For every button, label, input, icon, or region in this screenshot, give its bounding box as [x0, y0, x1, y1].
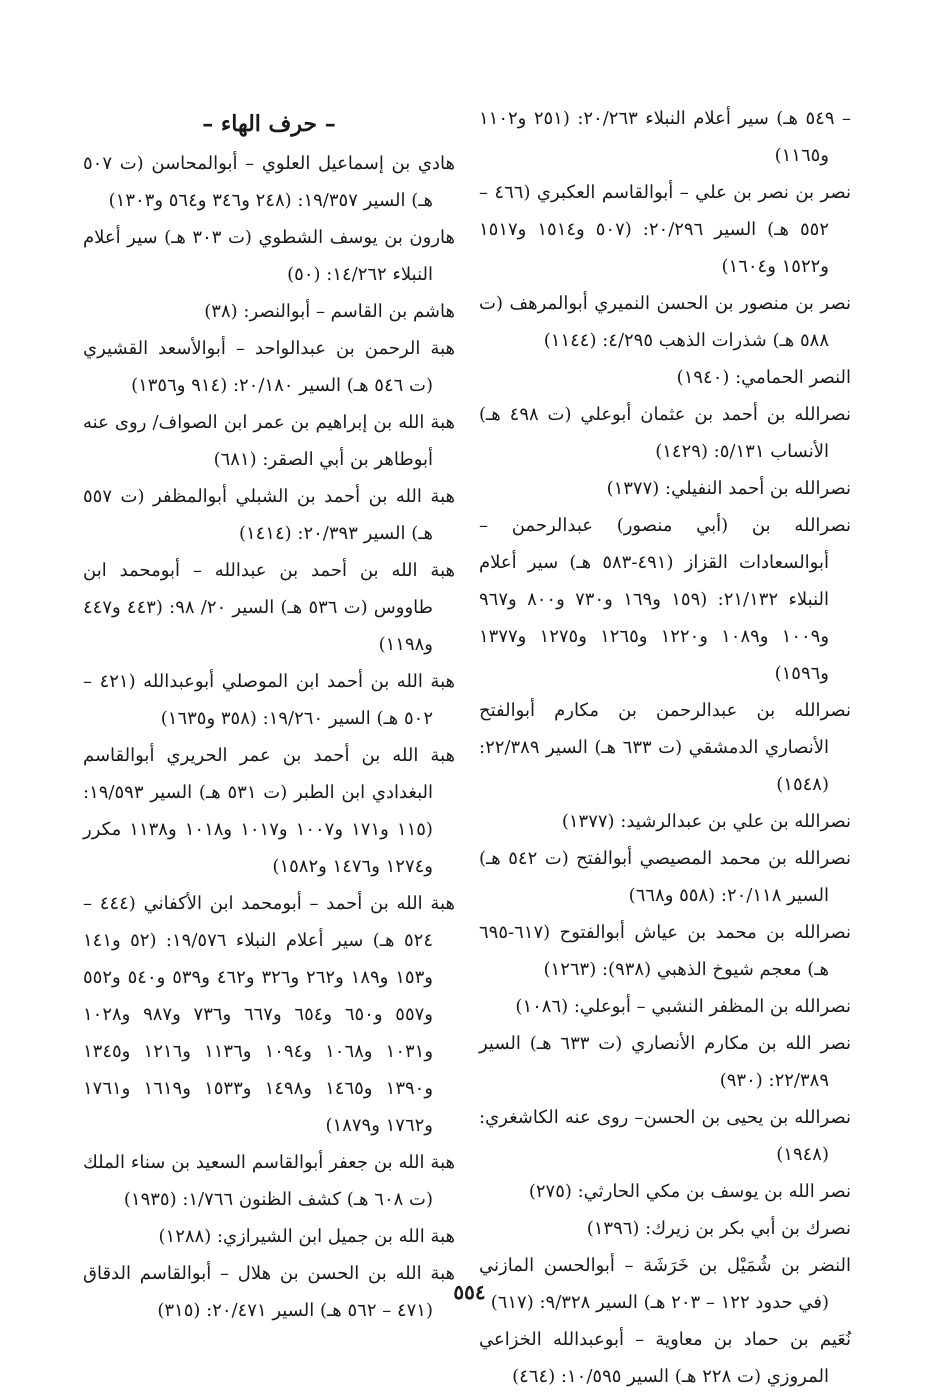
index-entry: نصر بن منصور بن الحسن النميري أبوالمرهف (ت ٥٨٨ هـ) شذرات الذهب ٤/٢٩٥: (١١٤٤): [479, 293, 851, 351]
index-entry: نصرالله بن المظفر النشبي – أبوعلي: (١٠٨٦): [515, 996, 851, 1017]
index-entry: نصر الله بن يوسف بن مكي الحارثي: (٢٧٥): [528, 1181, 851, 1202]
index-entry: نصرك بن أبي بكر بن زيرك: (١٣٩٦): [586, 1218, 851, 1239]
index-entry: هبة الله بن أحمد بن عمر الحريري أبوالقاسم البغدادي ابن الطبر (ت ٥٣١ هـ) السير ١٩/٥٩٣: (١١٥ و١٧١ و١٠٠٧ و١٠١٧ و١٠١٨ و١١٣٨ مكرر و١٢٧٤ و١٤٧٦ و١٥٨٢): [83, 745, 455, 877]
index-entry: – ٥٤٩ هـ) سير أعلام النبلاء ٢٠/٢٦٣: (٢٥١ و١١٠٢ و١١٦٥): [479, 108, 851, 166]
index-entry: نصرالله بن محمد المصيصي أبوالفتح (ت ٥٤٢ هـ) السير ٢٠/١١٨: (٥٥٨ و٦٦٨): [479, 848, 851, 906]
section-heading: – حرف الهاء –: [202, 111, 336, 137]
index-entry: هبة الله بن جعفر أبوالقاسم السعيد بن سناء الملك (ت ٦٠٨ هـ) كشف الظنون ١/٧٦٦: (١٩٣٥): [83, 1152, 455, 1210]
index-entry: هبة الرحمن بن عبدالواحد – أبوالأسعد القشيري (ت ٥٤٦ هـ) السير ٢٠/١٨٠: (٩١٤ و١٣٥٦): [83, 338, 455, 396]
index-entry: هبة الله بن أحمد ابن الموصلي أبوعبدالله (٤٢١ – ٥٠٢ هـ) السير ١٩/٢٦٠: (٣٥٨ و١٦٣٥): [83, 671, 455, 729]
index-entry: النصر الحمامي: (١٩٤٠): [676, 367, 851, 388]
index-entry: نصرالله بن علي بن عبدالرشيد: (١٣٧٧): [561, 811, 851, 832]
index-entry: نصرالله بن عبدالرحمن بن مكارم أبوالفتح الأنصاري الدمشقي (ت ٦٣٣ هـ) السير ٢٢/٣٨٩: (١٥٤٨): [479, 700, 851, 795]
index-entry: هبة الله بن أحمد – أبومحمد ابن الأكفاني (٤٤٤ – ٥٢٤ هـ) سير أعلام النبلاء ١٩/٥٧٦: (٥٢ و١٤١ و١٥٣ و١٨٩ و٢٦٢ و٣٢٦ و٤٦٢ و٥٣٩ و٥٤٠ و٥٥٢ و٥٥٧ و٦٥٠ و٦٥٤ و٦٦٧ و٧٣٦ و٩٨٧ و١٠٢٨ و١٠٣١ و١٠٦٨ و١٠٩٤ و١١٣٦ و١٢١٦ و١٣٤٥ و١٣٩٠ و١٤٦٥ و١٤٩٨ و١٥٣٣ و١٦١٩ و١٧٦١ و١٧٦٢ و١٨٧٩): [83, 893, 455, 1136]
index-entry: نصرالله بن أحمد بن عثمان أبوعلي (ت ٤٩٨ هـ) الأنساب ٥/١٣١: (١٤٢٩): [479, 404, 851, 462]
index-entry: نصر بن نصر بن علي – أبوالقاسم العكبري (٤٦٦ – ٥٥٢ هـ) السير ٢٠/٢٩٦: (٥٠٧ و١٥١٤ و١٥١٧ و١٥٢٢ و١٦٠٤): [479, 182, 851, 277]
index-entry: نصرالله بن أحمد النفيلي: (١٣٧٧): [606, 478, 851, 499]
index-entry: هادي بن إسماعيل العلوي – أبوالمحاسن (ت ٥٠٧ هـ) السير ١٩/٣٥٧: (٢٤٨ و٣٤٦ و٥٦٤ و١٣٠٣): [83, 153, 455, 211]
index-entry: هارون بن يوسف الشطوي (ت ٣٠٣ هـ) سير أعلام النبلاء ١٤/٢٦٢: (٥٠): [83, 227, 455, 285]
index-entry: هبة الله بن الحسن بن هلال – أبوالقاسم الدقاق (٤٧١ – ٥٦٢ هـ) السير ٢٠/٤٧١: (٣١٥): [83, 1263, 455, 1321]
page-number: ٥٥٤: [453, 1280, 486, 1304]
index-entry: نُعَيم بن حماد بن معاوية – أبوعبدالله الخزاعي المروزي (ت ٢٢٨ هـ) السير ١٠/٥٩٥: (٤٦٤): [479, 1329, 851, 1387]
index-entry: نصرالله بن يحيى بن الحسن– روى عنه الكاشغري: (١٩٤٨): [479, 1107, 851, 1165]
index-entry: هاشم بن القاسم – أبوالنصر: (٣٨): [204, 301, 455, 322]
index-entry: هبة الله بن إبراهيم بن عمر ابن الصواف/ روى عنه أبوطاهر بن أبي الصقر: (٦٨١): [83, 412, 455, 470]
index-entry: هبة الله بن أحمد بن الشبلي أبوالمظفر (ت ٥٥٧ هـ) السير ٢٠/٣٩٣: (١٤١٤): [83, 486, 455, 544]
index-entry: نصر الله بن مكارم الأنصاري (ت ٦٣٣ هـ) السير ٢٢/٣٨٩: (٩٣٠): [479, 1033, 851, 1091]
index-entry: نصرالله بن محمد بن عياش أبوالفتوح (٦١٧-٦٩٥ هـ) معجم شيوخ الذهبي (٩٣٨): (١٢٦٣): [479, 922, 851, 980]
index-entry: النضر بن شُمَيْل بن خَرَشَة – أبوالحسن المازني (في حدود ١٢٢ – ٢٠٣ هـ) السير ٩/٣٢٨: (٦١٧): [479, 1255, 851, 1313]
right-column: [479, 100, 851, 1395]
index-entry: هبة الله بن جميل ابن الشيرازي: (١٢٨٨): [158, 1226, 455, 1247]
left-column: [83, 100, 455, 1329]
index-entry: هبة الله بن أحمد بن عبدالله – أبومحمد ابن طاووس (ت ٥٣٦ هـ) السير ٢٠/ ٩٨: (٤٤٣ و٤٤٧ و١١٩٨): [83, 560, 455, 655]
index-entry: نصرالله بن (أبي منصور) عبدالرحمن – أبوالسعادات القزاز (٤٩١-٥٨٣ هـ) سير أعلام النبلاء ٢١/١٣٢: (١٥٩ و١٦٩ و٧٣٠ و٨٠٠ و٩٦٧ و١٠٠٩ و١٠٨٩ و١٢٢٠ و١٢٦٥ و١٢٧٥ و١٣٧٧ و١٥٩٦): [479, 515, 851, 684]
